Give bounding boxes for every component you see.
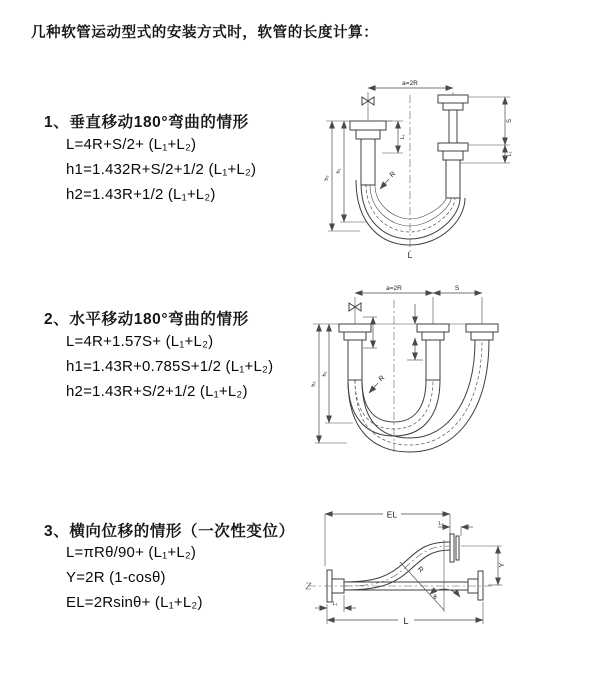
dimension-el bbox=[325, 510, 450, 567]
dimension-a2r-s bbox=[355, 285, 482, 324]
radius-callout bbox=[369, 375, 386, 393]
radius-label: R bbox=[377, 374, 387, 384]
section-3-heading: 3、横向位移的情形（一次性变位） bbox=[44, 523, 295, 540]
dimension-l bbox=[327, 602, 483, 626]
braided-hose-middle bbox=[426, 340, 440, 380]
dim-label-l1-right: L₁ bbox=[507, 151, 513, 157]
dim-label-l1-top: L₁ bbox=[438, 521, 444, 527]
left-flange bbox=[350, 121, 386, 185]
dim-label-h2: h₂ bbox=[311, 381, 317, 387]
s-curve-hose bbox=[344, 542, 450, 590]
braided-hose-left bbox=[361, 139, 375, 185]
right-pipe bbox=[438, 95, 468, 198]
dim-label-a2r: a=2R bbox=[386, 285, 402, 292]
angle-label: θ bbox=[433, 595, 437, 601]
flanges bbox=[339, 324, 498, 380]
section-2-heading: 2、水平移动180°弯曲的情形 bbox=[44, 311, 249, 328]
section-3-formula-Y: Y=2R (1-cosθ) bbox=[66, 569, 166, 586]
radius-callout bbox=[380, 171, 397, 189]
small-dims bbox=[363, 304, 423, 360]
section-2-formula-L: L=4R+1.57S+ (L₁+L₂) bbox=[66, 333, 214, 350]
diagram-lateral-displacement bbox=[298, 500, 600, 650]
straight-pipe-original bbox=[344, 571, 483, 600]
dimension-a2r bbox=[368, 80, 453, 120]
page-title: 几种软管运动型式的安装方式时，软管的长度计算： bbox=[31, 25, 379, 41]
braided-hose-left bbox=[348, 340, 362, 380]
dimension-l1-top bbox=[438, 521, 473, 536]
upper-flange bbox=[450, 534, 459, 562]
section-2-formula-h1: h1=1.43R+0.785S+1/2 (L₁+L₂) bbox=[66, 358, 274, 375]
dimension-h bbox=[311, 324, 353, 443]
right-flange bbox=[478, 571, 483, 600]
section-2-formula-h2: h2=1.43R+S/2+1/2 (L₁+L₂) bbox=[66, 383, 248, 400]
u-bend-moved bbox=[348, 340, 489, 452]
angle-construction bbox=[400, 540, 460, 612]
radius-label: R bbox=[388, 170, 398, 180]
section-3-formula-EL: EL=2Rsinθ+ (L₁+L₂) bbox=[66, 594, 203, 611]
length-label: L bbox=[407, 250, 413, 260]
braided-hose-right bbox=[446, 160, 460, 198]
dimension-l1-bottom bbox=[315, 595, 356, 612]
section-3-formula-L: L=πRθ/90+ (L₁+L₂) bbox=[66, 544, 197, 561]
dim-label-l: L bbox=[403, 616, 409, 626]
radius-label: R bbox=[415, 565, 425, 575]
dim-label-s: S bbox=[507, 118, 513, 124]
dim-label-l1-bottom: L₁ bbox=[332, 601, 338, 607]
section-1-formula-L: L=4R+S/2+ (L₁+L₂) bbox=[66, 136, 197, 153]
section-1-heading: 1、垂直移动180°弯曲的情形 bbox=[44, 114, 249, 131]
section-1-formula-h1: h1=1.432R+S/2+1/2 (L₁+L₂) bbox=[66, 161, 257, 178]
dim-label-h1: h₁ bbox=[322, 371, 328, 377]
dim-label-a2r: a=2R bbox=[402, 80, 418, 87]
dimension-h bbox=[324, 121, 366, 231]
diagram-horizontal-180 bbox=[303, 280, 600, 465]
dim-label-h2: h₂ bbox=[324, 175, 330, 181]
u-bend-arcs bbox=[356, 180, 465, 245]
dim-label-el: EL bbox=[386, 509, 398, 520]
dimension-s bbox=[460, 97, 513, 163]
section-1-formula-h2: h2=1.43R+1/2 (L₁+L₂) bbox=[66, 186, 216, 203]
dim-label-h1: h₁ bbox=[336, 168, 342, 174]
dim-label-y: Y bbox=[499, 562, 506, 568]
diagram-vertical-180 bbox=[308, 75, 600, 265]
dim-label-l1-left: L₁ bbox=[400, 134, 406, 140]
dim-label-s: S bbox=[454, 285, 460, 292]
